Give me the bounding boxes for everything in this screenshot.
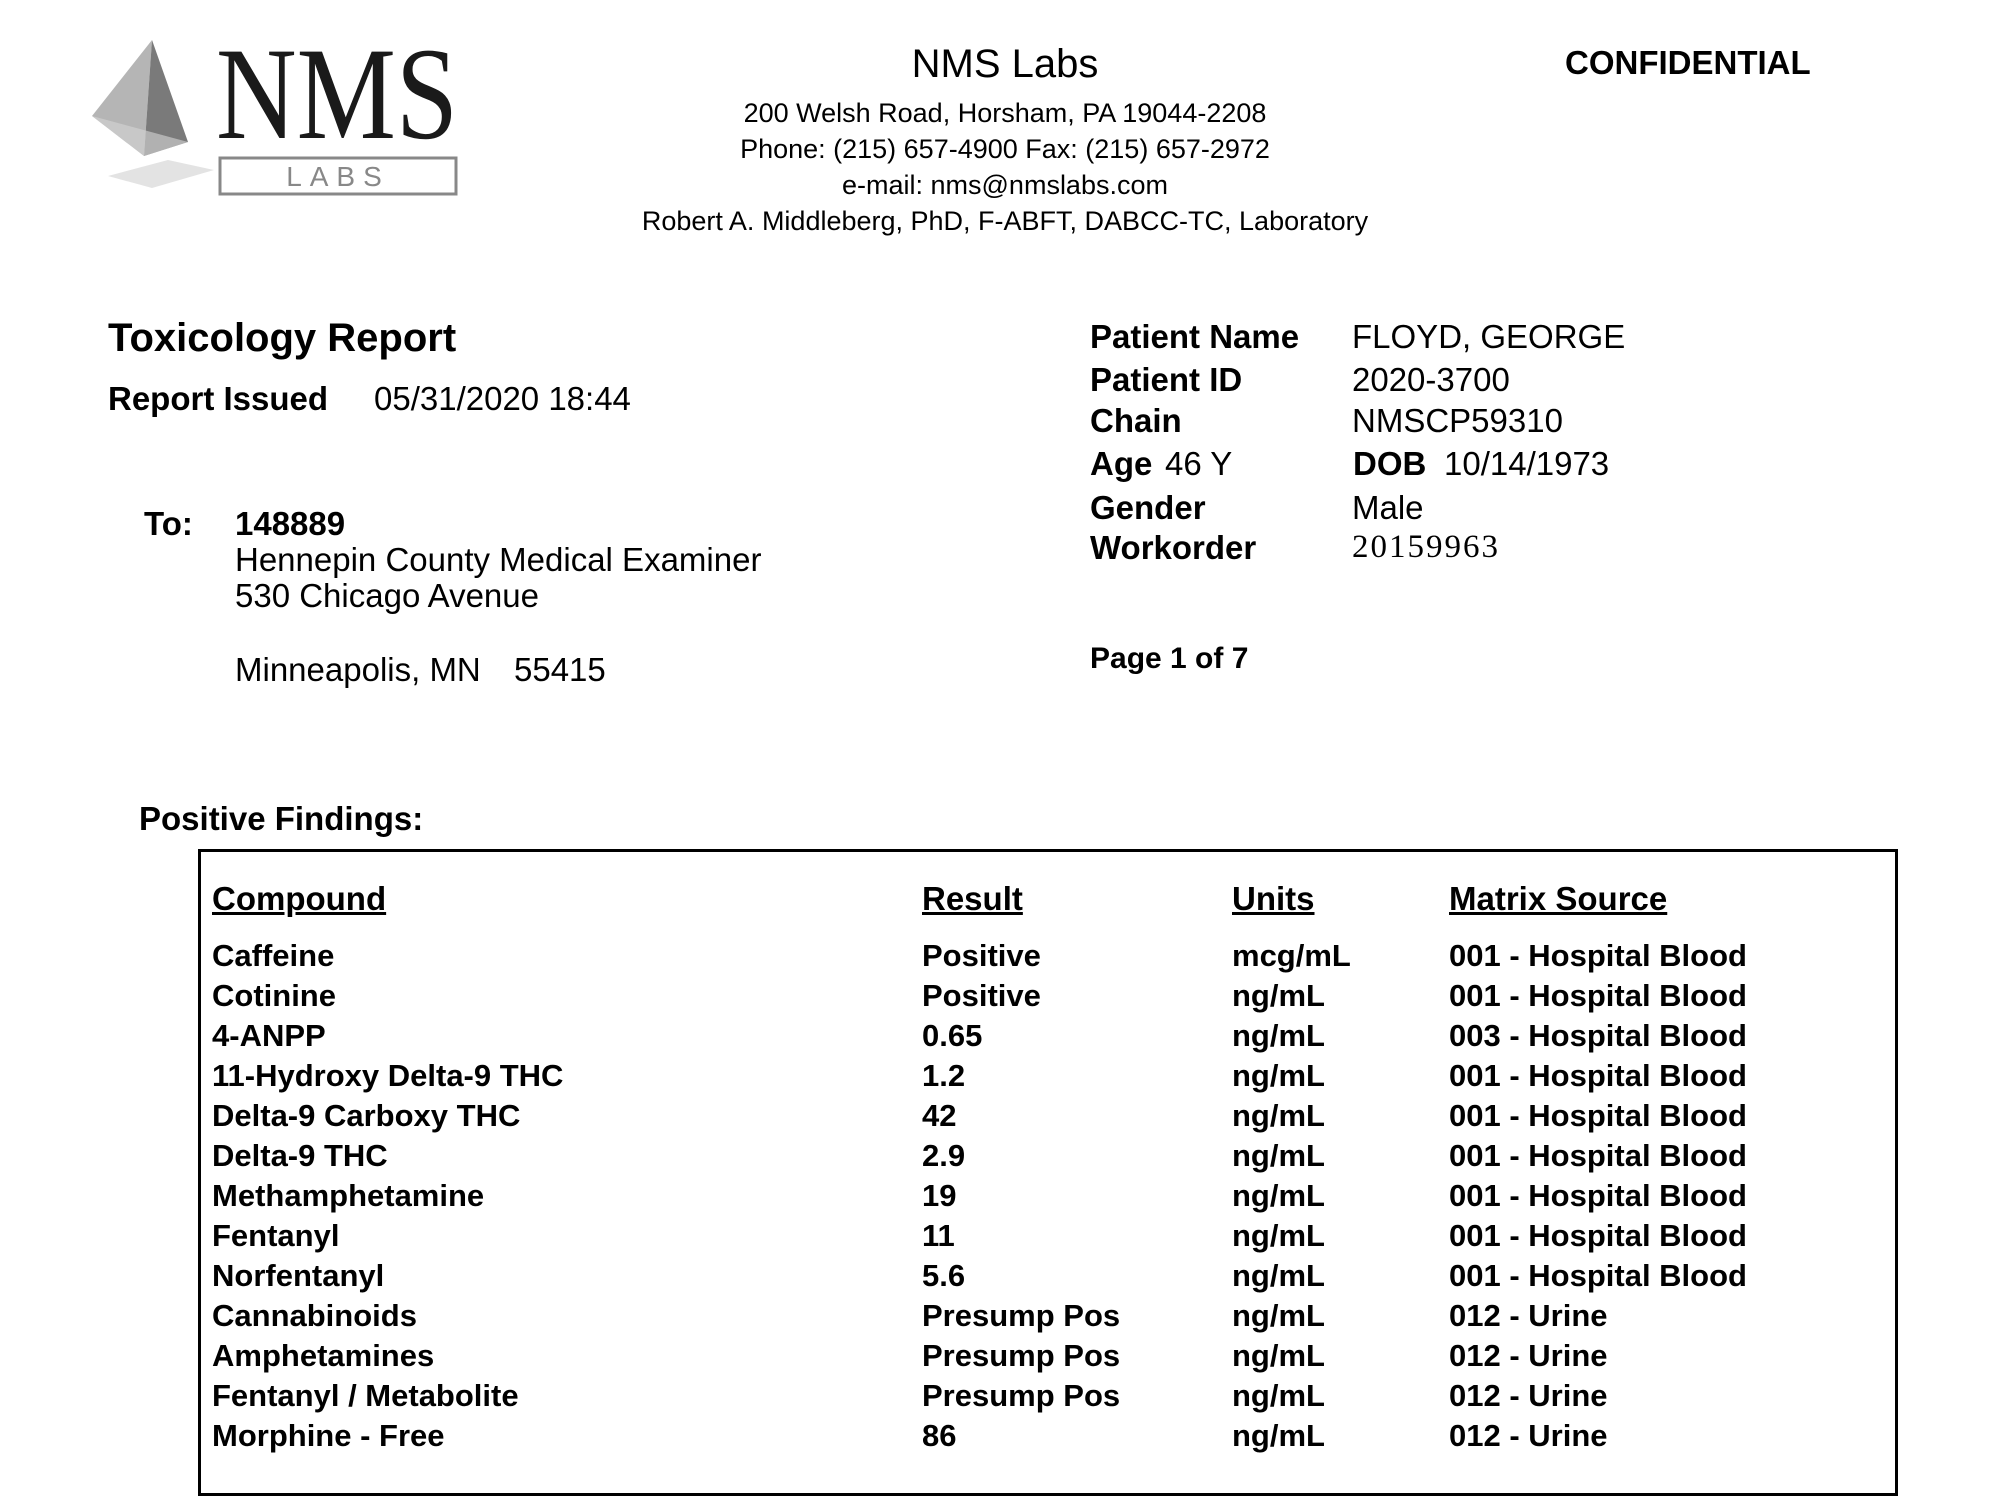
report-issued-label: Report Issued — [108, 380, 329, 417]
cell-matrix: 012 - Urine — [1449, 1378, 1608, 1413]
cell-units: ng/mL — [1232, 1138, 1325, 1173]
lab-director: Robert A. Middleberg, PhD, F-ABFT, DABCC-TC, Laboratory — [641, 206, 1369, 236]
age-label: Age — [1090, 445, 1153, 482]
cell-result: 19 — [922, 1178, 957, 1213]
cell-compound: Caffeine — [212, 938, 335, 973]
report-title: Toxicology Report — [108, 316, 457, 360]
cell-result: Positive — [922, 978, 1041, 1013]
cell-units: mcg/mL — [1232, 938, 1351, 973]
age-value: 46 Y — [1165, 445, 1233, 482]
lab-phone: Phone: (215) 657-4900 Fax: (215) 657-2972 — [740, 134, 1270, 164]
cell-result: Presump Pos — [922, 1338, 1121, 1373]
lab-email: e-mail: nms@nmslabs.com — [842, 170, 1168, 200]
cell-compound: Fentanyl — [212, 1218, 340, 1253]
to-zip: 55415 — [514, 651, 606, 688]
cell-compound: Morphine - Free — [212, 1418, 445, 1453]
cell-matrix: 001 - Hospital Blood — [1449, 1138, 1747, 1173]
table-row — [0, 938, 2016, 978]
cell-matrix: 012 - Urine — [1449, 1298, 1608, 1333]
cell-compound: 11-Hydroxy Delta-9 THC — [212, 1058, 564, 1093]
cell-matrix: 001 - Hospital Blood — [1449, 1178, 1747, 1213]
table-row — [0, 1218, 2016, 1258]
chain-label: Chain — [1090, 402, 1182, 439]
dob-value: 10/14/1973 — [1444, 445, 1610, 482]
cell-result: Presump Pos — [922, 1298, 1121, 1333]
to-name: Hennepin County Medical Examiner — [235, 541, 762, 578]
patient-name-label: Patient Name — [1090, 318, 1300, 355]
cell-compound: Delta-9 Carboxy THC — [212, 1098, 521, 1133]
cell-units: ng/mL — [1232, 1258, 1325, 1293]
lab-name: NMS Labs — [911, 42, 1099, 86]
patient-id-label: Patient ID — [1090, 361, 1243, 398]
logo-sub: LABS — [286, 161, 390, 192]
cell-result: 0.65 — [922, 1018, 983, 1053]
page-number: Page 1 of 7 — [1090, 642, 1249, 675]
cell-units: ng/mL — [1232, 1018, 1325, 1053]
cell-compound: Methamphetamine — [212, 1178, 485, 1213]
header-compound: Compound — [212, 880, 387, 917]
positive-findings-label: Positive Findings: — [139, 800, 424, 837]
cell-compound: Cannabinoids — [212, 1298, 417, 1333]
table-row — [0, 1018, 2016, 1058]
workorder-label: Workorder — [1090, 529, 1257, 566]
to-account-id: 148889 — [235, 505, 346, 542]
patient-name-value: FLOYD, GEORGE — [1352, 318, 1626, 355]
cell-matrix: 001 - Hospital Blood — [1449, 1058, 1747, 1093]
report-issued-value: 05/31/2020 18:44 — [374, 380, 631, 417]
cell-matrix: 001 - Hospital Blood — [1449, 938, 1747, 973]
cell-compound: Delta-9 THC — [212, 1138, 388, 1173]
cell-units: ng/mL — [1232, 1218, 1325, 1253]
table-row — [0, 1178, 2016, 1218]
header-result: Result — [922, 880, 1023, 917]
cell-matrix: 012 - Urine — [1449, 1338, 1608, 1373]
cell-result: Presump Pos — [922, 1378, 1121, 1413]
cell-matrix: 001 - Hospital Blood — [1449, 978, 1747, 1013]
cell-units: ng/mL — [1232, 1378, 1325, 1413]
table-row — [0, 1258, 2016, 1298]
gender-label: Gender — [1090, 489, 1206, 526]
cell-matrix: 012 - Urine — [1449, 1418, 1608, 1453]
dob-label: DOB — [1353, 445, 1427, 482]
cell-units: ng/mL — [1232, 1178, 1325, 1213]
table-row — [0, 978, 2016, 1018]
cell-result: 42 — [922, 1098, 957, 1133]
cell-result: 2.9 — [922, 1138, 966, 1173]
nms-labs-logo — [88, 20, 468, 196]
cell-compound: 4-ANPP — [212, 1018, 326, 1053]
chain-value: NMSCP59310 — [1352, 402, 1563, 439]
to-street: 530 Chicago Avenue — [235, 577, 539, 614]
workorder-value: 20159963 — [1352, 529, 1500, 565]
cell-compound: Cotinine — [212, 978, 336, 1013]
lab-address: 200 Welsh Road, Horsham, PA 19044-2208 — [743, 98, 1267, 128]
table-row — [0, 1418, 2016, 1458]
cell-units: ng/mL — [1232, 1338, 1325, 1373]
logo-brand: NMS — [216, 20, 458, 167]
cell-compound: Fentanyl / Metabolite — [212, 1378, 519, 1413]
table-row — [0, 1338, 2016, 1378]
header-matrix-source: Matrix Source — [1449, 880, 1668, 917]
cell-compound: Amphetamines — [212, 1338, 435, 1373]
cell-units: ng/mL — [1232, 1058, 1325, 1093]
table-row — [0, 1058, 2016, 1098]
cell-matrix: 003 - Hospital Blood — [1449, 1018, 1747, 1053]
table-row — [0, 1298, 2016, 1338]
cell-units: ng/mL — [1232, 1298, 1325, 1333]
to-label: To: — [144, 505, 193, 542]
table-row — [0, 1098, 2016, 1138]
cell-compound: Norfentanyl — [212, 1258, 385, 1293]
table-row — [0, 1138, 2016, 1178]
cell-result: 11 — [922, 1218, 955, 1253]
cell-matrix: 001 - Hospital Blood — [1449, 1218, 1747, 1253]
cell-result: 86 — [922, 1418, 957, 1453]
gender-value: Male — [1352, 489, 1424, 526]
cell-units: ng/mL — [1232, 1418, 1325, 1453]
cell-result: 5.6 — [922, 1258, 966, 1293]
table-row — [0, 1378, 2016, 1418]
cell-result: Positive — [922, 938, 1041, 973]
cell-matrix: 001 - Hospital Blood — [1449, 1258, 1747, 1293]
patient-id-value: 2020-3700 — [1352, 361, 1510, 398]
cell-matrix: 001 - Hospital Blood — [1449, 1098, 1747, 1133]
cell-result: 1.2 — [922, 1058, 966, 1093]
cell-units: ng/mL — [1232, 1098, 1325, 1133]
confidential-label: CONFIDENTIAL — [1565, 44, 1811, 81]
header-units: Units — [1232, 880, 1315, 917]
to-city: Minneapolis, MN — [235, 651, 481, 688]
cell-units: ng/mL — [1232, 978, 1325, 1013]
